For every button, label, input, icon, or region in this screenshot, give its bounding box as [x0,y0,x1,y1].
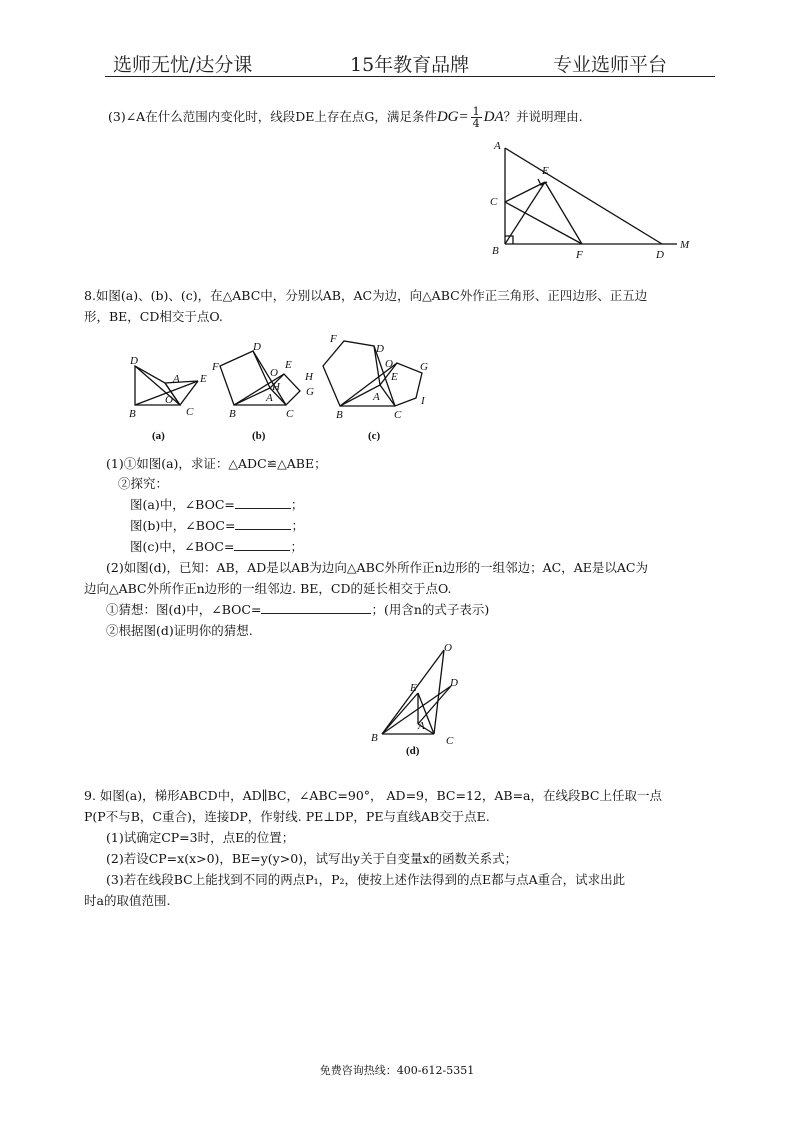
q9-part2: (2)若设CP=x(x>0)，BE=y(y>0)，试写出y关于自变量x的函数关系式； [106,851,518,866]
q8-fig-a-answer [130,495,303,513]
q8-explore: ②探究： [118,476,169,491]
fig-c-label-a: A [373,391,380,403]
fig-c-caption: (c) [368,430,381,442]
semicolon: ； [291,518,304,533]
fig-b-label-f: F [212,361,219,373]
fig-d-label-e: E [410,682,417,694]
q8-fig-a-text: 图(a)中，∠BOC= [130,497,235,512]
q8-prove: ②根据图(d)证明你的猜想. [106,623,253,638]
fig-b-label-g: G [306,386,314,398]
fig-a-label-e: E [200,373,207,385]
answer-blank-a[interactable] [235,496,291,509]
fig-c-label-d: D [376,343,384,355]
footer-hotline: 免费咨询热线：400-612-5351 [319,1064,475,1077]
q8-guess-note: ；(用含n的式子表示) [371,602,490,617]
answer-blank-b[interactable] [235,517,291,530]
q9-line2: P(P不与B，C重合)，连接DP，作射线. PE⊥DP，PE与直线AB交于点E. [84,809,490,824]
q8-fig-b-answer [130,516,304,534]
fig-a-label-c: C [186,406,194,418]
semicolon: ； [290,539,303,554]
q8-part2-line1: (2)如图(d)，已知：AB，AD是以AB为边向△ABC外所作正n边形的一组邻边；AC，AE是以AC为 [106,560,648,575]
fig-b-label-d: D [253,341,261,353]
fig1-label-d: D [656,249,664,261]
semicolon: ； [290,497,304,512]
fig1-label-a: A [494,140,501,152]
dg-symbol: DG [436,109,459,125]
q8-guess [106,600,489,618]
fig-d-label-b: B [371,732,378,744]
figure-q8-d [366,636,476,756]
fraction-one-quarter [471,106,482,129]
q8-part2-line2: 边向△ABC外所作正n边形的一组邻边. BE，CD的延长相交于点O. [84,581,452,596]
fig-b-label-b: B [229,408,236,420]
fig-c-label-e: E [391,371,398,383]
header-left: 选师无忧/达分课 [113,54,253,76]
q9-part3-line1: (3)若在线段BC上能找到不同的两点P₁，P₂，使按上述作法得到的点E都与点A重合，试求出此 [106,872,626,887]
fig-a-caption: (a) [152,430,165,442]
equals-sign: = [458,109,469,125]
q8-fig-b-text: 图(b)中，∠BOC= [130,518,236,533]
fig1-label-b: B [492,245,499,257]
fig1-label-c: C [490,196,498,208]
fig-d-label-d: D [450,677,458,689]
da-symbol: DA [483,109,504,125]
q9-part1: (1)试确定CP=3时，点E的位置； [106,830,295,845]
figure-q8-abc [120,330,450,445]
fig1-label-e: E [542,165,549,177]
fig-d-caption: (d) [406,745,420,756]
q9-line1: 9. 如图(a)，梯形ABCD中，AD∥BC，∠ABC=90°， AD=9，BC=12，AB=a，在线段BC上任取一点 [84,788,662,803]
fig-c-label-g: G [420,361,428,373]
fraction-denominator: 4 [472,117,480,130]
fig-d-label-a: A [418,720,425,732]
fig-c-label-h: H [305,371,313,383]
fig-c-label-i: I [421,395,425,407]
q8-fig-c-answer [130,537,303,555]
fig-b-label-o: O [270,367,278,379]
page-header [105,44,715,77]
fig-c-label-o: O [385,358,393,370]
fig-a-label-d: D [130,355,138,367]
answer-blank-d[interactable] [261,601,371,614]
fig-a-label-a: A [173,373,180,385]
q7-part3-text: (3)∠A在什么范围内变化时，线段DE上存在点G，满足条件 [108,109,437,124]
fig-b-label-a: A [266,392,273,404]
fig-b-label-e: E [285,359,292,371]
fig-d-label-c: C [446,735,454,747]
q8-fig-c-text: 图(c)中，∠BOC= [130,539,235,554]
fig1-label-f: F [576,249,583,261]
fig-c-label-b: B [336,409,343,421]
fig-b-caption: (b) [252,430,266,442]
fig-b-label-c: C [286,408,294,420]
q8-line2: 形，BE，CD相交于点O. [84,309,223,324]
q7-part3-tail: ？并说明理由. [503,109,583,124]
fig1-label-m: M [680,239,690,251]
fig-a-label-b: B [129,408,136,420]
q9-part3-line2: 时a的取值范围. [84,893,171,908]
q8-guess-text: ①猜想：图(d)中，∠BOC= [106,602,262,617]
fig-c-label-c: C [394,409,402,421]
fig-d-label-o: O [444,642,452,654]
header-center: 15年教育品牌 [350,54,470,76]
q8-line1: 8.如图(a)、(b)、(c)，在△ABC中，分别以AB，AC为边，向△ABC外作正三角形、正四边形、正五边 [84,288,648,303]
fig-c-label-f: F [330,333,337,345]
answer-blank-c[interactable] [234,538,290,551]
fig-a-label-o: O [165,394,173,406]
fraction-numerator: 1 [472,105,480,118]
q7-part3 [108,106,583,129]
q8-part1: (1)①如图(a)，求证：△ADC≌△ABE； [106,456,327,471]
fig-b-label-h: H [272,381,280,393]
figure-q7 [480,134,700,264]
header-right: 专业选师平台 [553,54,668,76]
